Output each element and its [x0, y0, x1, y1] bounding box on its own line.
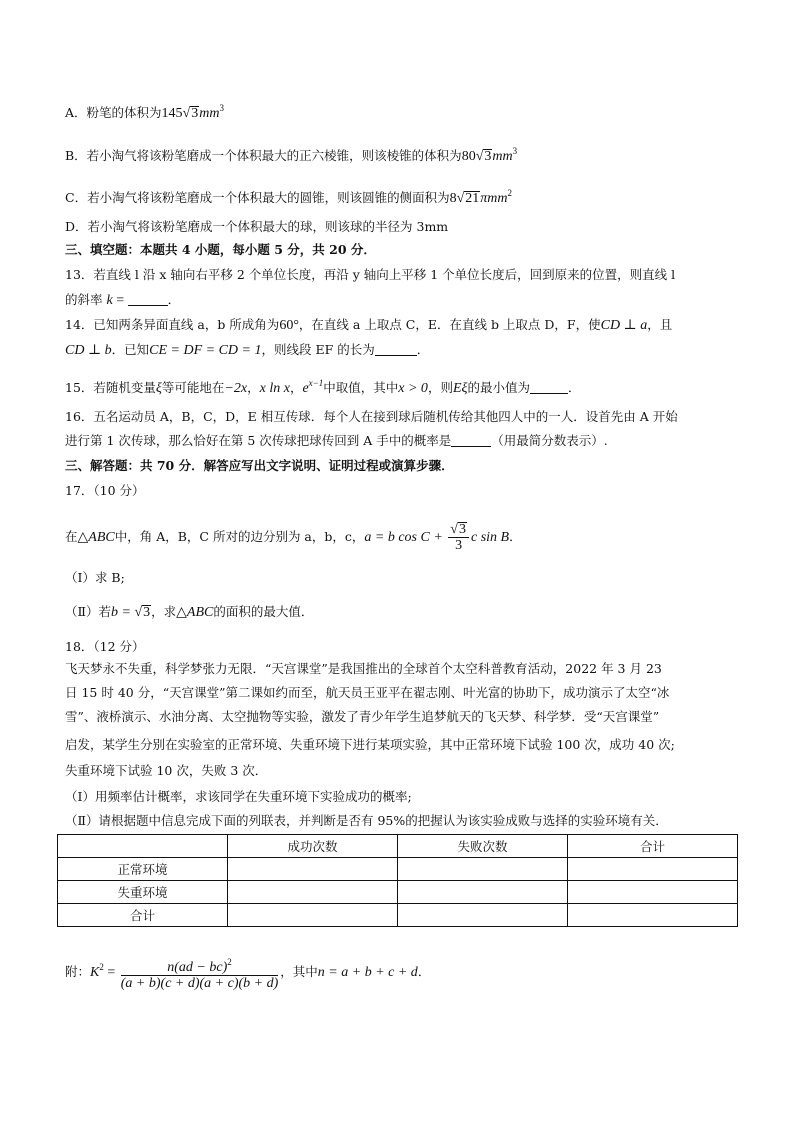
table-cell[interactable]	[398, 858, 568, 881]
q17-part1: （Ⅰ）求 B;	[65, 570, 125, 585]
q14-answer-blank[interactable]	[375, 343, 417, 356]
q18-part2: （Ⅱ）请根据题中信息完成下面的列联表，并判断是否有 95%的把握认为该实验成败与选择的实验环境有关．	[65, 813, 668, 828]
table-cell[interactable]	[228, 881, 398, 904]
table-header-cell	[58, 835, 228, 858]
q18-paragraph-line: 失重环境下试验 10 次，失败 3 次．	[65, 763, 268, 778]
q15-answer-blank[interactable]	[530, 381, 568, 394]
table-cell[interactable]	[398, 881, 568, 904]
section-answer-title: 三、解答题：共 70 分．解答应写出文字说明、证明过程或演算步骤．	[65, 458, 454, 473]
table-cell[interactable]	[398, 904, 568, 927]
table-row	[58, 858, 738, 881]
q13-answer-blank[interactable]	[128, 293, 168, 306]
row-label: 正常环境	[58, 858, 228, 881]
q17-stem: 在△ABC中，角 A，B，C 所对的边分别为 a，b，c，a = b cos C + $\frac{√3}{3}$ c sin B．	[65, 522, 522, 553]
q15-line: 15．若随机变量ξ等可能地在−2x，x ln x，$e^{x-1}$中取值，其中x > 0，则Eξ的最小值为 ．	[65, 378, 581, 396]
table-cell[interactable]	[568, 858, 738, 881]
table-row	[58, 904, 738, 927]
table-header-cell: 失败次数	[398, 835, 568, 858]
q14-line2: CD ⊥ b．已知CE = DF = CD = 1，则线段 EF 的长为 ．	[65, 342, 430, 358]
q14-line1: 14．已知两条异面直线 a，b 所成角为60°，在直线 a 上取点 C，E．在直线 b 上取点 D，F，使CD ⊥ a，且	[65, 317, 673, 333]
section-fill-blank-title: 三、填空题：本题共 4 小题，每小题 5 分，共 20 分．	[65, 242, 376, 257]
chi-square-formula-note: 附：$K^2$ = $\frac{n(ad - bc)^2}{(a + b)(c + d)(a + c)(b + d)}$ ，其中n = a + b + c + d．	[65, 956, 431, 991]
table-header-cell: 成功次数	[228, 835, 398, 858]
sqrt3-over-3-fraction: $\frac{√3}{3}$	[448, 522, 469, 553]
q18-paragraph-line: 日 15 时 40 分，“天宫课堂”第二课如约而至，航天员王亚平在翟志刚、叶光富的协助下，成功演示了太空“冰	[65, 685, 670, 700]
option-a: A．粉笔的体积为$145√3mm^3$	[65, 103, 224, 121]
q16-line1: 16．五名运动员 A，B，C，D，E 相互传球．每个人在接到球后随机传给其他四人中的一人．设首先由 A 开始	[65, 409, 678, 424]
option-d: D．若小淘气将该粉笔磨成一个体积最大的球，则该球的半径为 3mm	[65, 219, 449, 234]
q16-answer-blank[interactable]	[451, 434, 491, 447]
q18-part1: （Ⅰ）用频率估计概率，求该同学在失重环境下实验成功的概率;	[65, 789, 412, 804]
table-cell[interactable]	[228, 904, 398, 927]
option-b: B．若小淘气将该粉笔磨成一个体积最大的正六棱锥，则该棱锥的体积为$80√3mm^3$	[65, 146, 518, 164]
row-label: 合计	[58, 904, 228, 927]
q18-paragraph-line: 飞天梦永不失重，科学梦张力无限．“天宫课堂”是我国推出的全球首个太空科普教育活动，2022 年 3 月 23	[65, 661, 662, 676]
table-cell[interactable]	[228, 858, 398, 881]
table-header-row	[58, 835, 738, 858]
q18-heading: 18．（12 分）	[65, 639, 145, 654]
q17-heading: 17．（10 分）	[65, 483, 145, 498]
q18-paragraph-line: 启发，某学生分别在实验室的正常环境、失重环境下进行某项实验，其中正常环境下试验 100 次，成功 40 次;	[65, 737, 675, 752]
table-row	[58, 881, 738, 904]
q13-line2: 的斜率 k = ．	[65, 292, 181, 308]
q13-line1: 13．若直线 l 沿 x 轴向右平移 2 个单位长度，再沿 y 轴向上平移 1 个单位长度后，回到原来的位置，则直线 l	[65, 267, 676, 282]
table-cell[interactable]	[568, 904, 738, 927]
option-c: C．若小淘气将该粉笔磨成一个体积最大的圆锥，则该圆锥的侧面积为8√21πmm$^2$	[65, 188, 513, 206]
contingency-table	[57, 834, 738, 927]
row-label: 失重环境	[58, 881, 228, 904]
table-header-cell: 合计	[568, 835, 738, 858]
q16-line2: 进行第 1 次传球，那么恰好在第 5 次传球把球传回到 A 手中的概率是 （用最简分数表示）.	[65, 433, 608, 448]
q17-part2: （Ⅱ）若b = √3，求△ABC的面积的最大值．	[65, 604, 314, 620]
table-cell[interactable]	[568, 881, 738, 904]
q18-paragraph-line: 雪”、液桥演示、水油分离、太空抛物等实验，激发了青少年学生追梦航天的飞天梦、科学梦．受“天宫课堂”	[65, 709, 660, 724]
chi-square-fraction: $\frac{n(ad - bc)^2}{(a + b)(c + d)(a + c)(b + d)}$	[120, 956, 279, 991]
